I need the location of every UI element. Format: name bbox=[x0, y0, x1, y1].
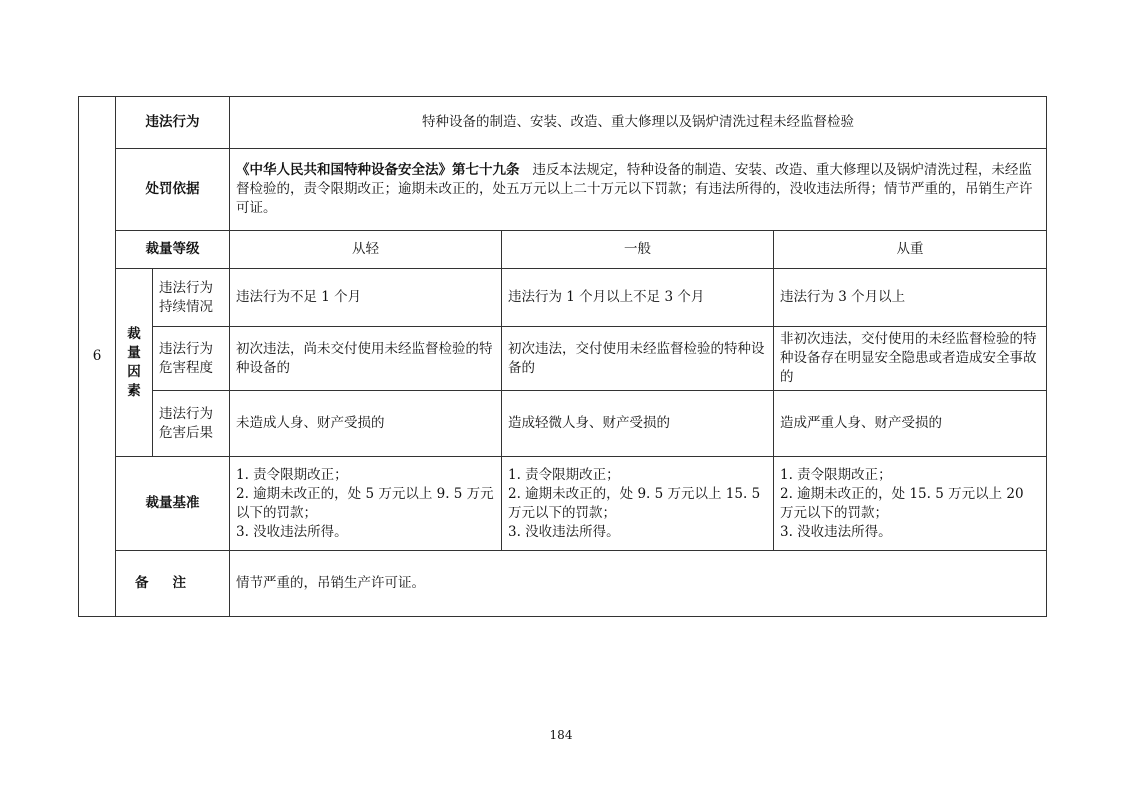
violation-value: 特种设备的制造、安装、改造、重大修理以及锅炉清洗过程未经监督检验 bbox=[230, 97, 1047, 149]
levels-label: 裁量等级 bbox=[116, 231, 230, 269]
factor-row bbox=[79, 391, 1047, 457]
penalty-basis-label: 处罚依据 bbox=[116, 149, 230, 231]
level-light: 从轻 bbox=[230, 231, 502, 269]
levels-row bbox=[79, 231, 1047, 269]
factor-severity-heavy: 非初次违法，交付使用的未经监督检验的特种设备存在明显安全隐患或者造成安全事故的 bbox=[774, 327, 1047, 391]
standard-row bbox=[79, 457, 1047, 551]
standard-heavy: 1. 责令限期改正； 2. 逾期未改正的，处 15. 5 万元以上 20 万元以下的罚款； 3. 没收违法所得。 bbox=[774, 457, 1047, 551]
factor-group-char: 量 bbox=[127, 344, 141, 361]
law-text: 违反本法规定，特种设备的制造、安装、改造、重大修理以及锅炉清洗过程，未经监督检验的，责令限期改正；逾期未改正的，处五万元以上二十万元以下罚款；有违法所得的，没收违法所得；情节严重的，吊销生产许可证。 bbox=[236, 162, 1033, 216]
factor-group-char: 素 bbox=[127, 382, 141, 399]
page-number: 184 bbox=[549, 728, 573, 742]
factor-group-char: 因 bbox=[127, 363, 141, 380]
factor-label-duration: 违法行为 持续情况 bbox=[153, 269, 230, 327]
remark-label-cell bbox=[116, 551, 230, 617]
factor-consequence-light: 未造成人身、财产受损的 bbox=[230, 391, 502, 457]
level-normal: 一般 bbox=[502, 231, 774, 269]
discretion-table bbox=[78, 96, 1047, 617]
violation-label: 违法行为 bbox=[116, 97, 230, 149]
law-title: 《中华人民共和国特种设备安全法》第七十九条 bbox=[236, 162, 520, 178]
remark-label: 备注 bbox=[135, 575, 210, 591]
penalty-basis-row bbox=[79, 149, 1047, 231]
standard-light: 1. 责令限期改正； 2. 逾期未改正的，处 5 万元以上 9. 5 万元以下的罚款； 3. 没收违法所得。 bbox=[230, 457, 502, 551]
factor-label-severity: 违法行为 危害程度 bbox=[153, 327, 230, 391]
standard-label: 裁量基准 bbox=[116, 457, 230, 551]
violation-row bbox=[79, 97, 1047, 149]
factor-severity-normal: 初次违法，交付使用未经监督检验的特种设备的 bbox=[502, 327, 774, 391]
factor-consequence-normal: 造成轻微人身、财产受损的 bbox=[502, 391, 774, 457]
factor-severity-light: 初次违法，尚未交付使用未经监督检验的特种设备的 bbox=[230, 327, 502, 391]
factor-duration-light: 违法行为不足 1 个月 bbox=[230, 269, 502, 327]
factor-label-consequence: 违法行为 危害后果 bbox=[153, 391, 230, 457]
level-heavy: 从重 bbox=[774, 231, 1047, 269]
factor-consequence-heavy: 造成严重人身、财产受损的 bbox=[774, 391, 1047, 457]
factor-duration-heavy: 违法行为 3 个月以上 bbox=[774, 269, 1047, 327]
remark-value: 情节严重的，吊销生产许可证。 bbox=[230, 551, 1047, 617]
section-number: 6 bbox=[79, 97, 116, 617]
factor-duration-normal: 违法行为 1 个月以上不足 3 个月 bbox=[502, 269, 774, 327]
penalty-basis-cell bbox=[230, 149, 1047, 231]
standard-normal: 1. 责令限期改正； 2. 逾期未改正的，处 9. 5 万元以上 15. 5 万元以下的罚款； 3. 没收违法所得。 bbox=[502, 457, 774, 551]
factor-row bbox=[79, 269, 1047, 327]
remark-row bbox=[79, 551, 1047, 617]
factor-group-label bbox=[116, 269, 153, 457]
factor-row bbox=[79, 327, 1047, 391]
factor-group-char: 裁 bbox=[127, 325, 141, 342]
